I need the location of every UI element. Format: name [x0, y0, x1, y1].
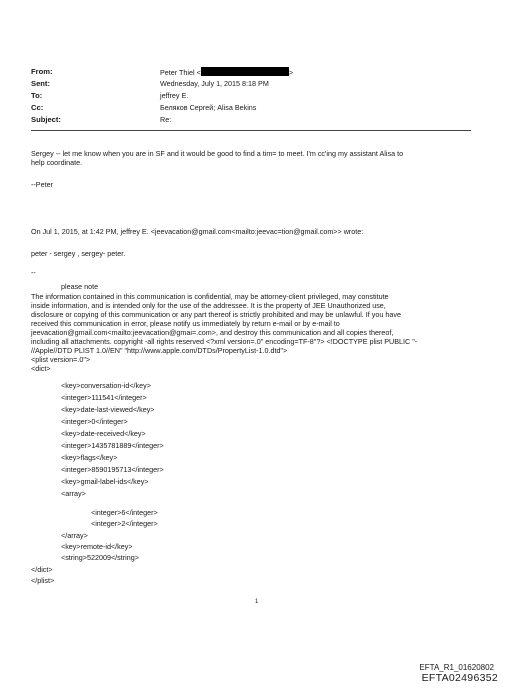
- subject-label: Subject:: [31, 115, 61, 124]
- plist-line: <key>date-last-viewed</key>: [61, 405, 155, 414]
- disclaimer-line: disclosure or copying of this communication or any part thereof is strictly prohibited and may be unlawful. If you have: [31, 310, 401, 319]
- disclaimer-line: jeevacation@gmail.com<mailto:jeevacation@gmai=.com>, and destroy this communication and all copies thereof,: [31, 328, 394, 337]
- from-label: From:: [31, 67, 53, 76]
- plist-line: </array>: [61, 531, 88, 540]
- sent-label: Sent:: [31, 79, 50, 88]
- redaction-box: [201, 67, 289, 76]
- bates-id-small: EFTA_R1_01620802: [419, 663, 494, 672]
- disclaimer-line: <dict>: [31, 364, 51, 373]
- plist-line: <integer>111541</integer>: [61, 393, 147, 402]
- bates-id-large: EFTA02496352: [421, 672, 498, 684]
- disclaimer-line: The information contained in this communication is confidential, may be attorney-client privileged, may constitute: [31, 292, 389, 301]
- plist-line: <key>gmail-label-ids</key>: [61, 477, 149, 486]
- plist-line: <string>522009</string>: [61, 553, 139, 562]
- sent-value: Wednesday, July 1, 2015 8:18 PM: [160, 79, 269, 88]
- plist-line: <integer>1435781889</integer>: [61, 441, 164, 450]
- disclaimer-line: including all attachments. copyright -all rights reserved <?xml version=.0" encoding=TF-8"?> <!DOCTYPE plist PUBLIC "-: [31, 337, 418, 346]
- cc-label: Cc:: [31, 103, 44, 112]
- plist-line: <array>: [61, 489, 86, 498]
- to-label: To:: [31, 91, 43, 100]
- quote-line: peter - sergey , sergey- peter.: [31, 249, 126, 258]
- disclaimer-line: inside information, and is intended only for the use of the addressee. It is the property of JEE Unauthorized use,: [31, 301, 386, 310]
- plist-line: <key>date-received</key>: [61, 429, 146, 438]
- page-number: 1: [255, 599, 259, 605]
- quote-intro: On Jul 1, 2015, at 1:42 PM, jeffrey E. <jeevacation@gmail.com<mailto:jeevac=tion@gmail.com>> wrote:: [31, 227, 364, 236]
- from-end: >: [288, 68, 294, 77]
- close-plist: </plist>: [31, 576, 55, 585]
- to-value: jeffrey E.: [160, 91, 189, 100]
- close-dict: </dict>: [31, 565, 53, 574]
- array-item: <integer>2</integer>: [91, 519, 158, 528]
- plist-line: <key>conversation-id</key>: [61, 381, 151, 390]
- signoff: --Peter: [31, 180, 53, 189]
- from-name: Peter Thiel <: [160, 68, 201, 77]
- plist-line: <integer>0</integer>: [61, 417, 128, 426]
- plist-line: <key>flags</key>: [61, 453, 118, 462]
- body-para-line-2: help coordinate.: [31, 158, 83, 167]
- dashes: --: [31, 268, 36, 277]
- disclaimer-line: //Apple//DTD PLIST 1.0//EN" "http://www.apple.com/DTDs/PropertyList-1.0.dtd">: [31, 346, 288, 355]
- plist-line: <integer>8590195713</integer>: [61, 465, 164, 474]
- header-divider: [31, 130, 471, 131]
- plist-line: <key>remote-id</key>: [61, 542, 133, 551]
- body-para-line-1: Sergey -- let me know when you are in SF and it would be good to find a tim= to meet. I'm cc'ing my assistant Alisa to: [31, 149, 404, 158]
- subject-value: Re:: [160, 115, 172, 124]
- please-note: please note: [61, 282, 99, 291]
- disclaimer-line: received this communication in error, please notify us immediately by return e-mail or by e-mail to: [31, 319, 340, 328]
- cc-value: Беляков Сергей; Alisa Bekins: [160, 103, 257, 112]
- disclaimer-line: <plist version=.0">: [31, 355, 91, 364]
- from-value: [160, 67, 293, 77]
- array-item: <integer>6</integer>: [91, 508, 158, 517]
